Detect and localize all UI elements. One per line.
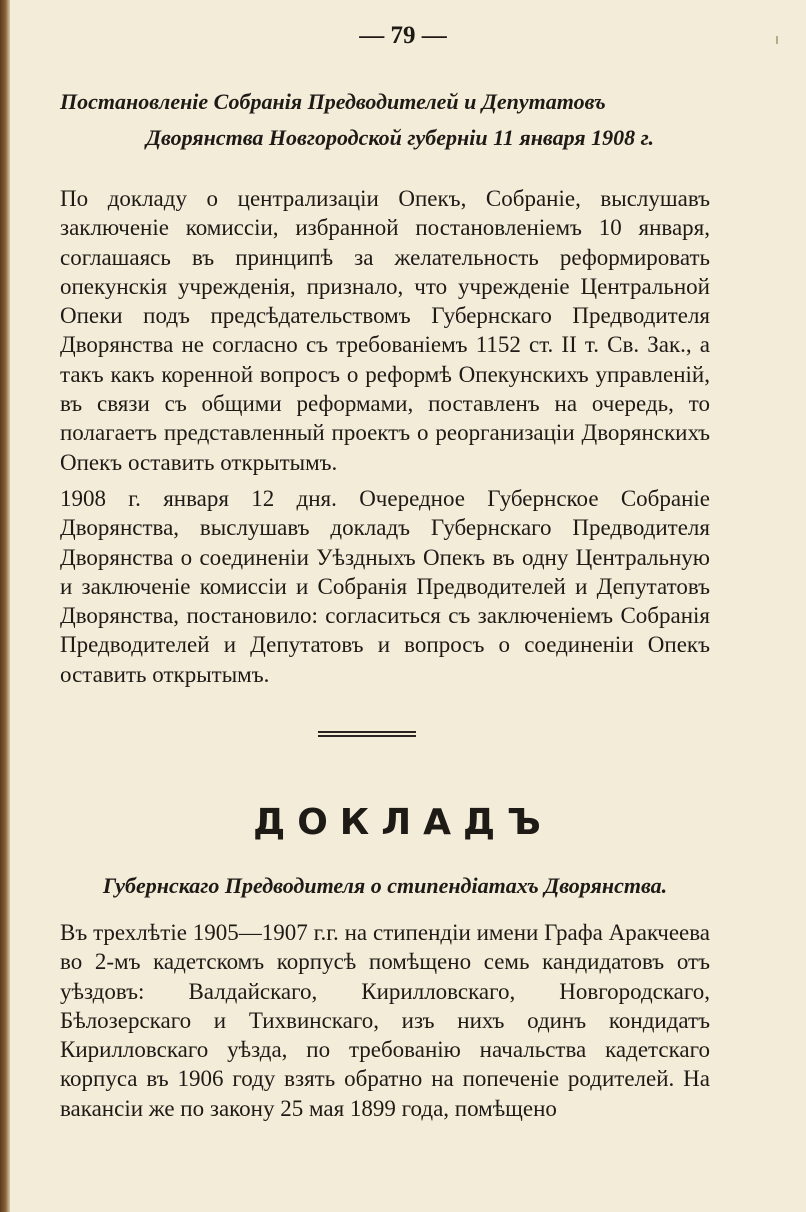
resolution-heading-line-2: Дворянства Новгородской губерніи 11 января 1908 г. <box>146 125 654 150</box>
section-divider <box>318 731 416 737</box>
paragraph-assembly-decision: 1908 г. января 12 дня. Очередное Губернское Собраніе Дворянства, выслушавъ докладъ Губернскаго Предводителя Дворянства о соединеніи Уѣздныхъ Опекъ въ одну Центральную и заключеніе комиссіи и Собранія Предводителей и Депутатовъ Дворянства, постановило: согласиться съ заключеніемъ Собранія Предводителей и Депутатовъ и вопросъ о соединеніи Опекъ оставить открытымъ. <box>60 486 710 687</box>
report-subtitle: Губернскаго Предводителя о стипендіатахъ Дворянства. <box>102 873 668 898</box>
report-title: ДОКЛАДЪ <box>253 802 553 843</box>
resolution-heading-line-1: Постановленіе Собранія Предводителей и Депутатовъ <box>60 89 606 114</box>
book-spine-edge <box>0 0 10 1212</box>
paragraph-scholarships: Въ трехлѣтіе 1905—1907 г.г. на стипендіи имени Графа Аракчеева во 2-мъ кадетскомъ корпусѣ помѣщено семь кандидатовъ отъ уѣздовъ: Валдайскаго, Кирилловскаго, Новгородскаго, Бѣлозерскаго и Тихвинскаго, изъ нихъ одинъ кондидатъ Кирилловскаго уѣзда, по требованію начальства кадетскаго корпуса въ 1906 году взять обратно на попеченіе родителей. На вакансіи же по закону 25 мая 1899 года, помѣщено <box>60 920 710 1121</box>
paragraph-centralization: По докладу о централизаціи Опекъ, Собраніе, выслушавъ заключеніе комиссіи, избранной постановленіемъ 10 января, соглашаясь въ принципѣ за желательность реформировать опекунскія учрежденія, признало, что учрежденіе Центральной Опеки подъ предсѣдательствомъ Губернскаго Предводителя Дворянства не согласно съ требованіемъ 1152 ст. II т. Св. Зак., а такъ какъ коренной вопросъ о реформѣ Опекунскихъ управленій, въ связи съ общими реформами, поставленъ на очередь, то полагаетъ представленный проектъ о реорганизаціи Дворянскихъ Опекъ оставить открытымъ. <box>60 186 710 475</box>
page-number: — 79 — <box>359 22 447 49</box>
